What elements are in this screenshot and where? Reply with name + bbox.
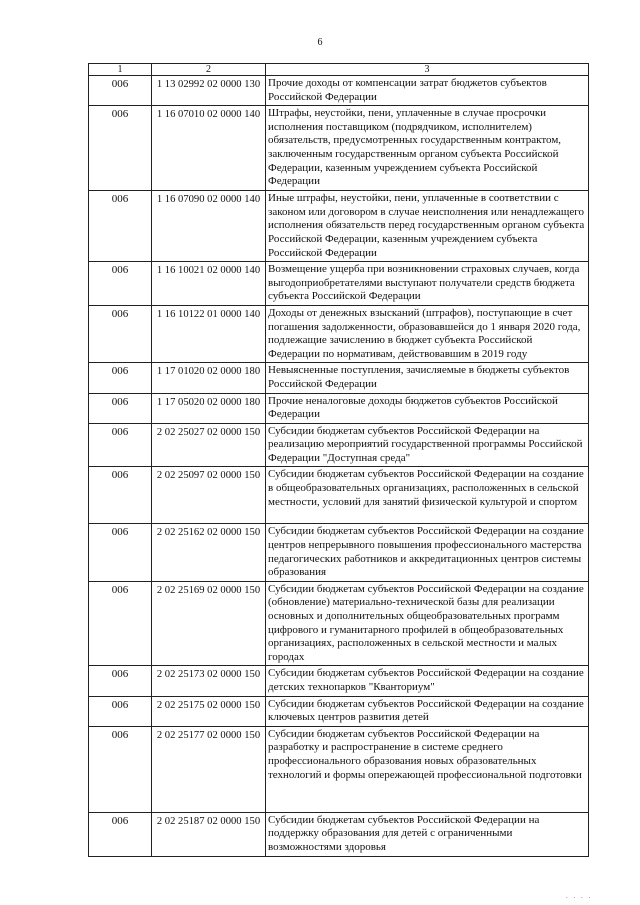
table-row [89,305,589,362]
revenue-name-cell: Субсидии бюджетам субъектов Российской Федерации на создание центров непрерывного повышения профессионального мастерства педагогических работников и аккредитационных центров системы образования [266,524,589,581]
table-header-row [89,64,589,76]
admin-code-cell: 006 [89,262,152,306]
revenue-codes-table [88,63,589,857]
admin-code-cell: 006 [89,696,152,726]
table-row [89,363,589,393]
admin-code-cell: 006 [89,363,152,393]
table-row [89,524,589,581]
revenue-name-cell: Субсидии бюджетам субъектов Российской Федерации на создание детских технопарков "Кванториум" [266,666,589,696]
revenue-name-cell: Доходы от денежных взысканий (штрафов), поступающие в счет погашения задолженности, образовавшейся до 1 января 2020 года, подлежащие зачислению в бюджет субъекта Российской Федерации по нормативам, действовавшим в 2019 году [266,305,589,362]
revenue-code-cell: 1 16 10122 01 0000 140 [152,305,266,362]
revenue-code-cell: 2 02 25187 02 0000 150 [152,812,266,856]
revenue-code-cell: 1 16 07090 02 0000 140 [152,191,266,262]
table-row [89,666,589,696]
table-body [89,76,589,857]
admin-code-cell: 006 [89,305,152,362]
table-row [89,106,589,191]
revenue-name-cell: Субсидии бюджетам субъектов Российской Федерации на создание в общеобразовательных организациях, расположенных в сельской местности, условий для занятий физической культурой и спортом [266,467,589,524]
revenue-name-cell: Субсидии бюджетам субъектов Российской Федерации на создание ключевых центров развития детей [266,696,589,726]
revenue-name-cell: Прочие неналоговые доходы бюджетов субъектов Российской Федерации [266,393,589,423]
revenue-name-cell: Субсидии бюджетам субъектов Российской Федерации на реализацию мероприятий государственной программы Российской Федерации "Доступная среда" [266,423,589,467]
admin-code-cell: 006 [89,106,152,191]
table-row [89,191,589,262]
admin-code-cell: 006 [89,581,152,666]
admin-code-cell: 006 [89,191,152,262]
table-row [89,812,589,856]
revenue-code-cell: 2 02 25175 02 0000 150 [152,696,266,726]
revenue-code-cell: 2 02 25097 02 0000 150 [152,467,266,524]
admin-code-cell: 006 [89,666,152,696]
admin-code-cell: 006 [89,467,152,524]
column-header-3: 3 [266,64,589,76]
admin-code-cell: 006 [89,812,152,856]
revenue-code-cell: 2 02 25162 02 0000 150 [152,524,266,581]
table-row [89,467,589,524]
table-row [89,423,589,467]
column-header-2: 2 [152,64,266,76]
column-header-1: 1 [89,64,152,76]
revenue-code-cell: 1 17 01020 02 0000 180 [152,363,266,393]
revenue-code-cell: 2 02 25177 02 0000 150 [152,726,266,812]
revenue-name-cell: Невыясненные поступления, зачисляемые в бюджеты субъектов Российской Федерации [266,363,589,393]
admin-code-cell: 006 [89,524,152,581]
revenue-code-cell: 1 13 02992 02 0000 130 [152,76,266,106]
revenue-code-cell: 1 17 05020 02 0000 180 [152,393,266,423]
table-row [89,726,589,812]
table-row [89,262,589,306]
revenue-name-cell: Субсидии бюджетам субъектов Российской Федерации на разработку и распространение в системе среднего профессионального образования новых образовательных технологий и формы опережающей профессиональной подготовки [266,726,589,812]
revenue-name-cell: Прочие доходы от компенсации затрат бюджетов субъектов Российской Федерации [266,76,589,106]
admin-code-cell: 006 [89,726,152,812]
admin-code-cell: 006 [89,423,152,467]
footer-mark: . . . . [566,892,593,900]
revenue-name-cell: Субсидии бюджетам субъектов Российской Федерации на создание (обновление) материально-технической базы для реализации основных и дополнительных общеобразовательных программ цифрового и гуманитарного профилей в общеобразовательных организациях, расположенных в сельской местности и малых городах [266,581,589,666]
admin-code-cell: 006 [89,76,152,106]
revenue-name-cell: Штрафы, неустойки, пени, уплаченные в случае просрочки исполнения поставщиком (подрядчиком, исполнителем) обязательств, предусмотренных государственным контрактом, заключенным государственным органом субъекта Российской Федерации, казенным учреждением субъекта Российской Федерации [266,106,589,191]
revenue-code-cell: 2 02 25169 02 0000 150 [152,581,266,666]
page-number: 6 [317,37,323,48]
revenue-code-cell: 1 16 10021 02 0000 140 [152,262,266,306]
revenue-name-cell: Субсидии бюджетам субъектов Российской Федерации на поддержку образования для детей с ограниченными возможностями здоровья [266,812,589,856]
revenue-code-cell: 2 02 25173 02 0000 150 [152,666,266,696]
table-row [89,393,589,423]
revenue-name-cell: Иные штрафы, неустойки, пени, уплаченные в соответствии с законом или договором в случае неисполнения или ненадлежащего исполнения обязательств перед государственным органом субъекта Российской Федерации, казенным учреждением субъекта Российской Федерации [266,191,589,262]
revenue-code-cell: 2 02 25027 02 0000 150 [152,423,266,467]
revenue-name-cell: Возмещение ущерба при возникновении страховых случаев, когда выгодоприобретателями выступают получатели средств бюджета субъекта Российской Федерации [266,262,589,306]
table-row [89,76,589,106]
revenue-code-cell: 1 16 07010 02 0000 140 [152,106,266,191]
table-row [89,581,589,666]
admin-code-cell: 006 [89,393,152,423]
table-row [89,696,589,726]
